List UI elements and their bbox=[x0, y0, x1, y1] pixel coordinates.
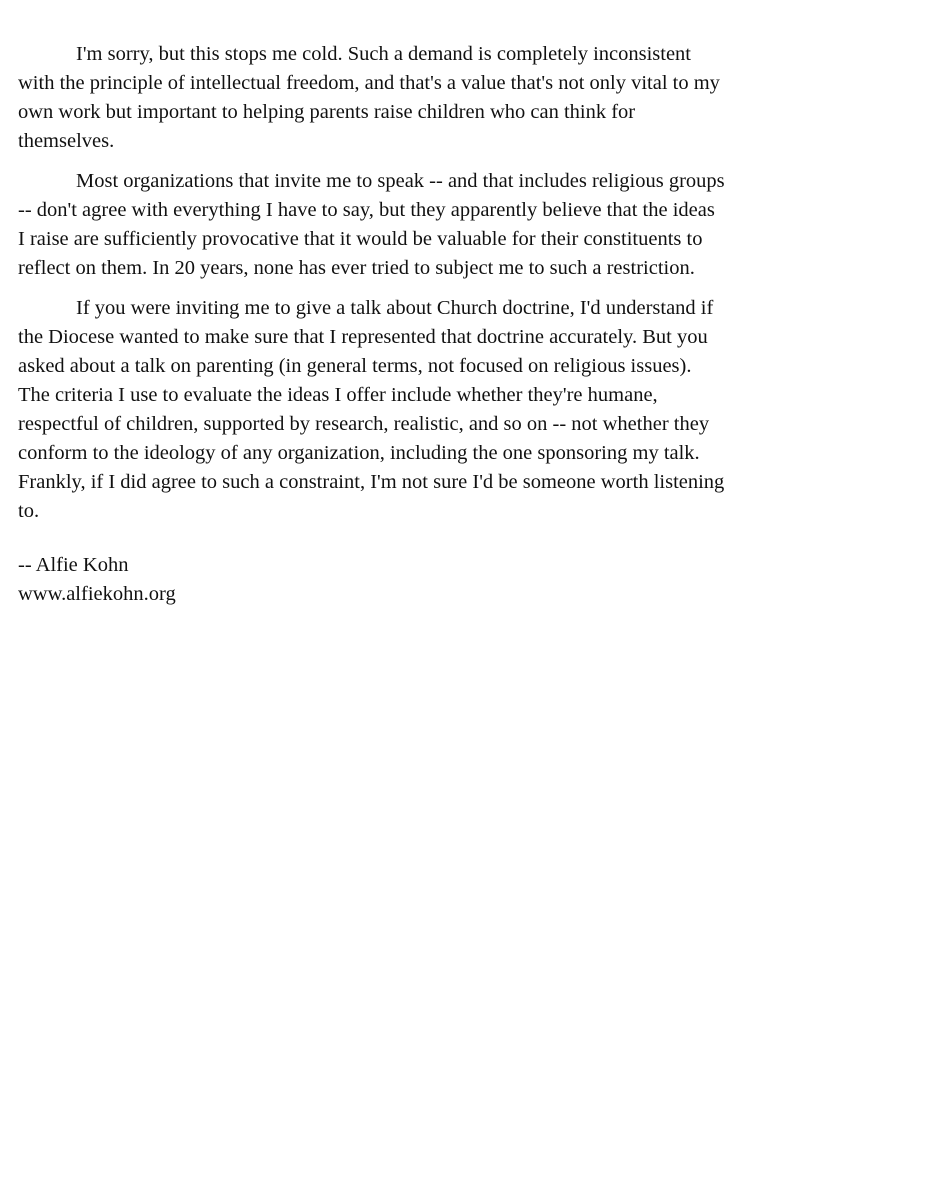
signature: -- Alfie Kohn bbox=[18, 554, 129, 576]
text-line: respectful of children, supported by research, realistic, and so on -- not whether they bbox=[18, 413, 710, 435]
text-line: conform to the ideology of any organization, including the one sponsoring my talk. bbox=[18, 442, 700, 464]
text-line: I raise are sufficiently provocative that it would be valuable for their constituents to bbox=[18, 228, 703, 250]
text-line: Most organizations that invite me to speak -- and that includes religious groups bbox=[76, 170, 725, 192]
text-line: -- don't agree with everything I have to say, but they apparently believe that the ideas bbox=[18, 199, 715, 221]
text-line: to. bbox=[18, 500, 40, 522]
text-line: themselves. bbox=[18, 130, 115, 152]
paragraph-1 bbox=[18, 40, 868, 156]
text-line: with the principle of intellectual freedom, and that's a value that's not only vital to my bbox=[18, 72, 720, 94]
text-line: I'm sorry, but this stops me cold. Such a demand is completely inconsistent bbox=[76, 43, 691, 65]
text-line: The criteria I use to evaluate the ideas I offer include whether they're humane, bbox=[18, 384, 658, 406]
text-line: reflect on them. In 20 years, none has ever tried to subject me to such a restriction. bbox=[18, 257, 695, 279]
document-page bbox=[18, 40, 868, 609]
text-line: Frankly, if I did agree to such a constraint, I'm not sure I'd be someone worth listening bbox=[18, 471, 725, 493]
text-line: the Diocese wanted to make sure that I represented that doctrine accurately. But you bbox=[18, 326, 708, 348]
text-line: own work but important to helping parents raise children who can think for bbox=[18, 101, 636, 123]
text-line: If you were inviting me to give a talk about Church doctrine, I'd understand if bbox=[76, 297, 714, 319]
paragraph-2 bbox=[18, 167, 868, 283]
website-link[interactable]: www.alfiekohn.org bbox=[18, 583, 176, 605]
text-line: asked about a talk on parenting (in general terms, not focused on religious issues). bbox=[18, 355, 692, 377]
paragraph-3 bbox=[18, 294, 868, 526]
signoff bbox=[18, 551, 868, 609]
